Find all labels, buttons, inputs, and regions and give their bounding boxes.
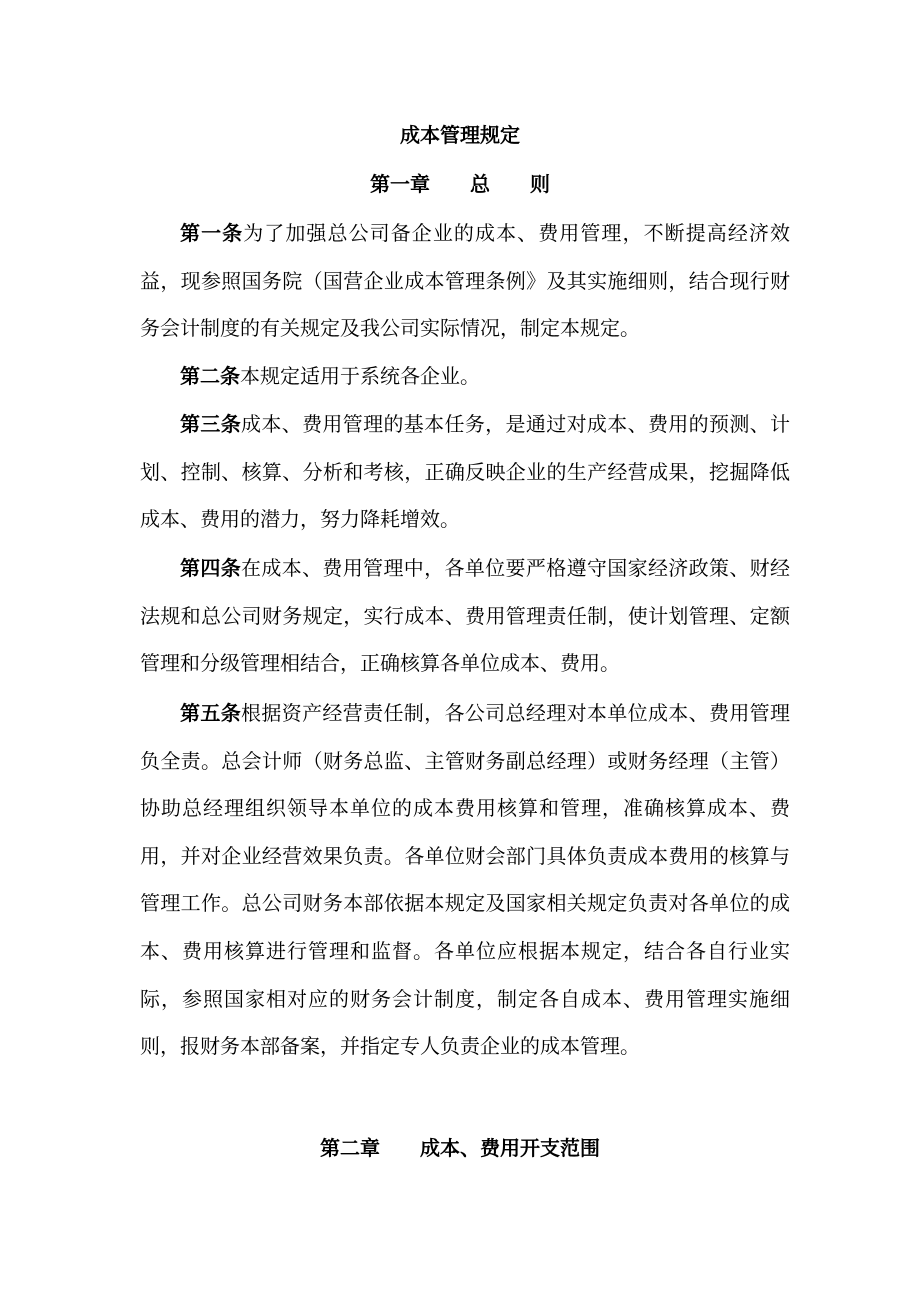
- article-label: 第四条: [180, 556, 242, 580]
- article-1: [140, 210, 790, 353]
- chapter-heading-2: 第二章 成本、费用开支范围: [320, 1136, 600, 1160]
- article-label: 第一条: [180, 221, 244, 245]
- document-title: 成本管理规定: [400, 123, 520, 147]
- article-text: 根据资产经营责任制，各公司总经理对本单位成本、费用管理负全责。总会计师（财务总监、主管财务副总经理）或财务经理（主管）协助总经理组织领导本单位的成本费用核算和管理，准确核算成本、费用，并对企业经营效果负责。各单位财会部门具体负责成本费用的核算与管理工作。总公司财务本部依据本规定及国家相关规定负责对各单位的成本、费用核算进行管理和监督。各单位应根据本规定，结合各自行业实际，参照国家相对应的财务会计制度，制定各自成本、费用管理实施细则，报财务本部备案，并指定专人负责企业的成本管理。: [140, 701, 791, 1059]
- article-text: 在成本、费用管理中，各单位要严格遵守国家经济政策、财经法规和总公司财务规定，实行成本、费用管理责任制，使计划管理、定额管理和分级管理相结合，正确核算各单位成本、费用。: [140, 556, 791, 676]
- article-label: 第三条: [180, 412, 242, 436]
- article-5: [140, 690, 790, 1071]
- article-label: 第五条: [180, 701, 242, 725]
- article-text: 本规定适用于系统各企业。: [240, 364, 480, 388]
- chapter-heading-1: 第一章 总 则: [370, 172, 550, 196]
- article-4: [140, 545, 790, 688]
- article-label: 第二条: [180, 364, 240, 388]
- article-3: [140, 401, 790, 544]
- article-text: 成本、费用管理的基本任务，是通过对成本、费用的预测、计划、控制、核算、分析和考核，正确反映企业的生产经营成果，挖掘降低成本、费用的潜力，努力降耗增效。: [140, 412, 791, 532]
- article-2: [140, 353, 790, 401]
- article-text: 为了加强总公司备企业的成本、费用管理，不断提高经济效益，现参照国务院（国营企业成本管理条例》及其实施细则，结合现行财务会计制度的有关规定及我公司实际情况，制定本规定。: [140, 221, 791, 341]
